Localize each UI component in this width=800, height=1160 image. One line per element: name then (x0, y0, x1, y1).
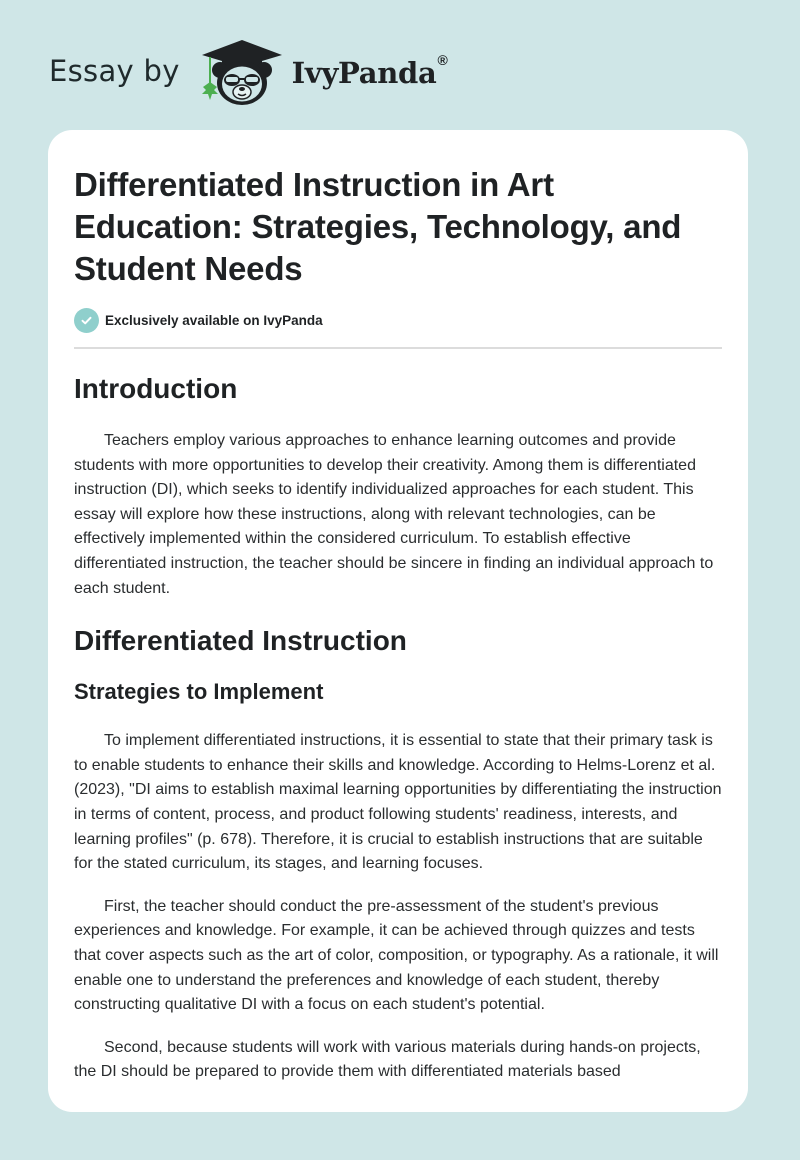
section-differentiated-instruction (74, 623, 722, 1085)
panda-graduation-cap-logo-icon (198, 36, 286, 108)
section-heading-introduction: Introduction (74, 373, 238, 404)
exclusive-badge-label: Exclusively available on IvyPanda (105, 312, 323, 328)
essay-title: Differentiated Instruction in Art Education: Strategies, Technology, and Student Needs (74, 166, 682, 287)
exclusive-badge (74, 307, 722, 333)
paragraph: Second, because students will work with various materials during hands-on projects, the DI should be prepared to provide them with differentiated materials based (74, 1038, 701, 1081)
registered-mark: ® (437, 52, 448, 68)
paragraph: To implement differentiated instructions, it is essential to state that their primary task is to enable students to enhance their skills and knowledge. According to Helms-Lorenz et al. (2023), "DI aims to establish maximal learning opportunities by differentiating the instruction in terms of content, process, and product following students' readiness, interests, and learning profiles" (p. 678). Therefore, it is crucial to establish instructions that are suitable for the stated curriculum, its stages, and learning focuses. (74, 732, 722, 873)
site-header-brand[interactable] (49, 36, 448, 108)
section-introduction (74, 371, 722, 601)
essay-card (48, 130, 748, 1112)
paragraph: First, the teacher should conduct the pre-assessment of the student's previous experiences and knowledge. For example, it can be achieved through quizzes and tests that cover aspects such as the art of color, composition, or typography. As a rationale, it will enable one to understand the preferences and knowledge of each student, thereby constructing qualitative DI with a focus on each student's potential. (74, 897, 719, 1014)
brand-name-text: IvyPanda® (291, 52, 448, 90)
section-heading-differentiated-instruction: Differentiated Instruction (74, 625, 407, 657)
subsection-heading-strategies: Strategies to Implement (74, 679, 324, 705)
brand-prefix-text: Essay by (49, 54, 180, 88)
title-divider (74, 347, 722, 349)
check-circle-icon (74, 308, 99, 333)
paragraph: Teachers employ various approaches to enhance learning outcomes and provide students with more opportunities to develop their creativity. Among them is differentiated instruction (DI), which seeks to identify individualized approaches for each student. This essay will explore how these instructions, along with relevant technologies, can be effectively implemented within the considered curriculum. To establish effective differentiated instruction, the teacher should be sincere in finding an individual approach to each student. (74, 432, 714, 597)
